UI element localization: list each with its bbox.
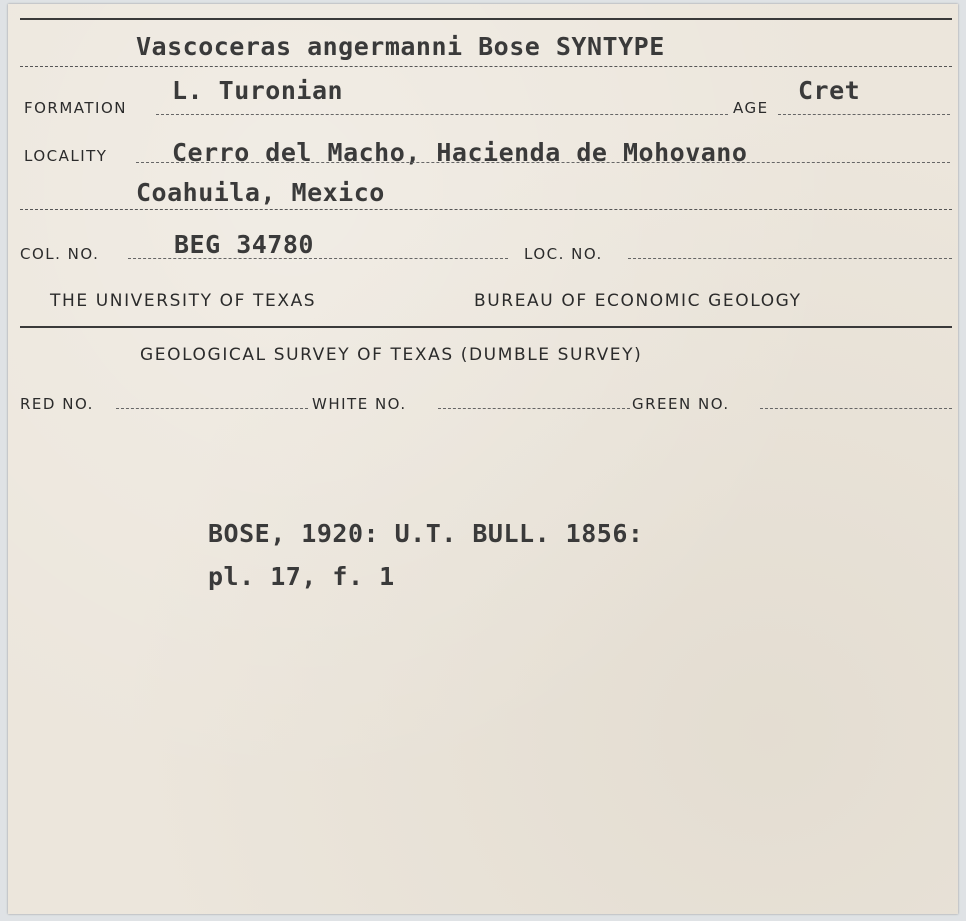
age-label: AGE [733, 99, 769, 117]
formation-value: L. Turonian [172, 76, 344, 105]
loc-no-fill-line [628, 258, 952, 259]
formation-label: FORMATION [24, 99, 128, 117]
age-fill-line [778, 114, 950, 115]
reference-line-2: pl. 17, f. 1 [208, 562, 395, 591]
institution-divider [20, 326, 952, 328]
top-rule [20, 18, 952, 20]
loc-no-label: LOC. NO. [524, 245, 603, 263]
green-no-fill-line [760, 408, 952, 409]
age-value: Cret [798, 76, 861, 105]
locality-fill-line [136, 162, 950, 163]
white-no-fill-line [438, 408, 630, 409]
survey-title: GEOLOGICAL SURVEY OF TEXAS (DUMBLE SURVEY) [140, 345, 643, 365]
reference-line-1: BOSE, 1920: U.T. BULL. 1856: [208, 519, 644, 548]
institution-university: THE UNIVERSITY OF TEXAS [50, 291, 317, 311]
red-no-label: RED NO. [20, 395, 94, 413]
species-name: Vascoceras angermanni Bose SYNTYPE [136, 32, 665, 61]
white-no-label: WHITE NO. [312, 395, 407, 413]
locality-underline-2 [20, 209, 952, 210]
species-underline [20, 66, 952, 67]
locality-value-line-1: Cerro del Macho, Hacienda de Mohovano [172, 138, 748, 167]
institution-bureau: BUREAU OF ECONOMIC GEOLOGY [474, 291, 802, 311]
locality-value-line-2: Coahuila, Mexico [136, 178, 385, 207]
red-no-fill-line [116, 408, 308, 409]
locality-label: LOCALITY [24, 147, 108, 165]
formation-fill-line [156, 114, 728, 115]
col-no-fill-line [128, 258, 508, 259]
specimen-label-card [8, 4, 958, 914]
col-no-label: COL. NO. [20, 245, 100, 263]
green-no-label: GREEN NO. [632, 395, 730, 413]
col-no-value: BEG 34780 [174, 230, 314, 259]
